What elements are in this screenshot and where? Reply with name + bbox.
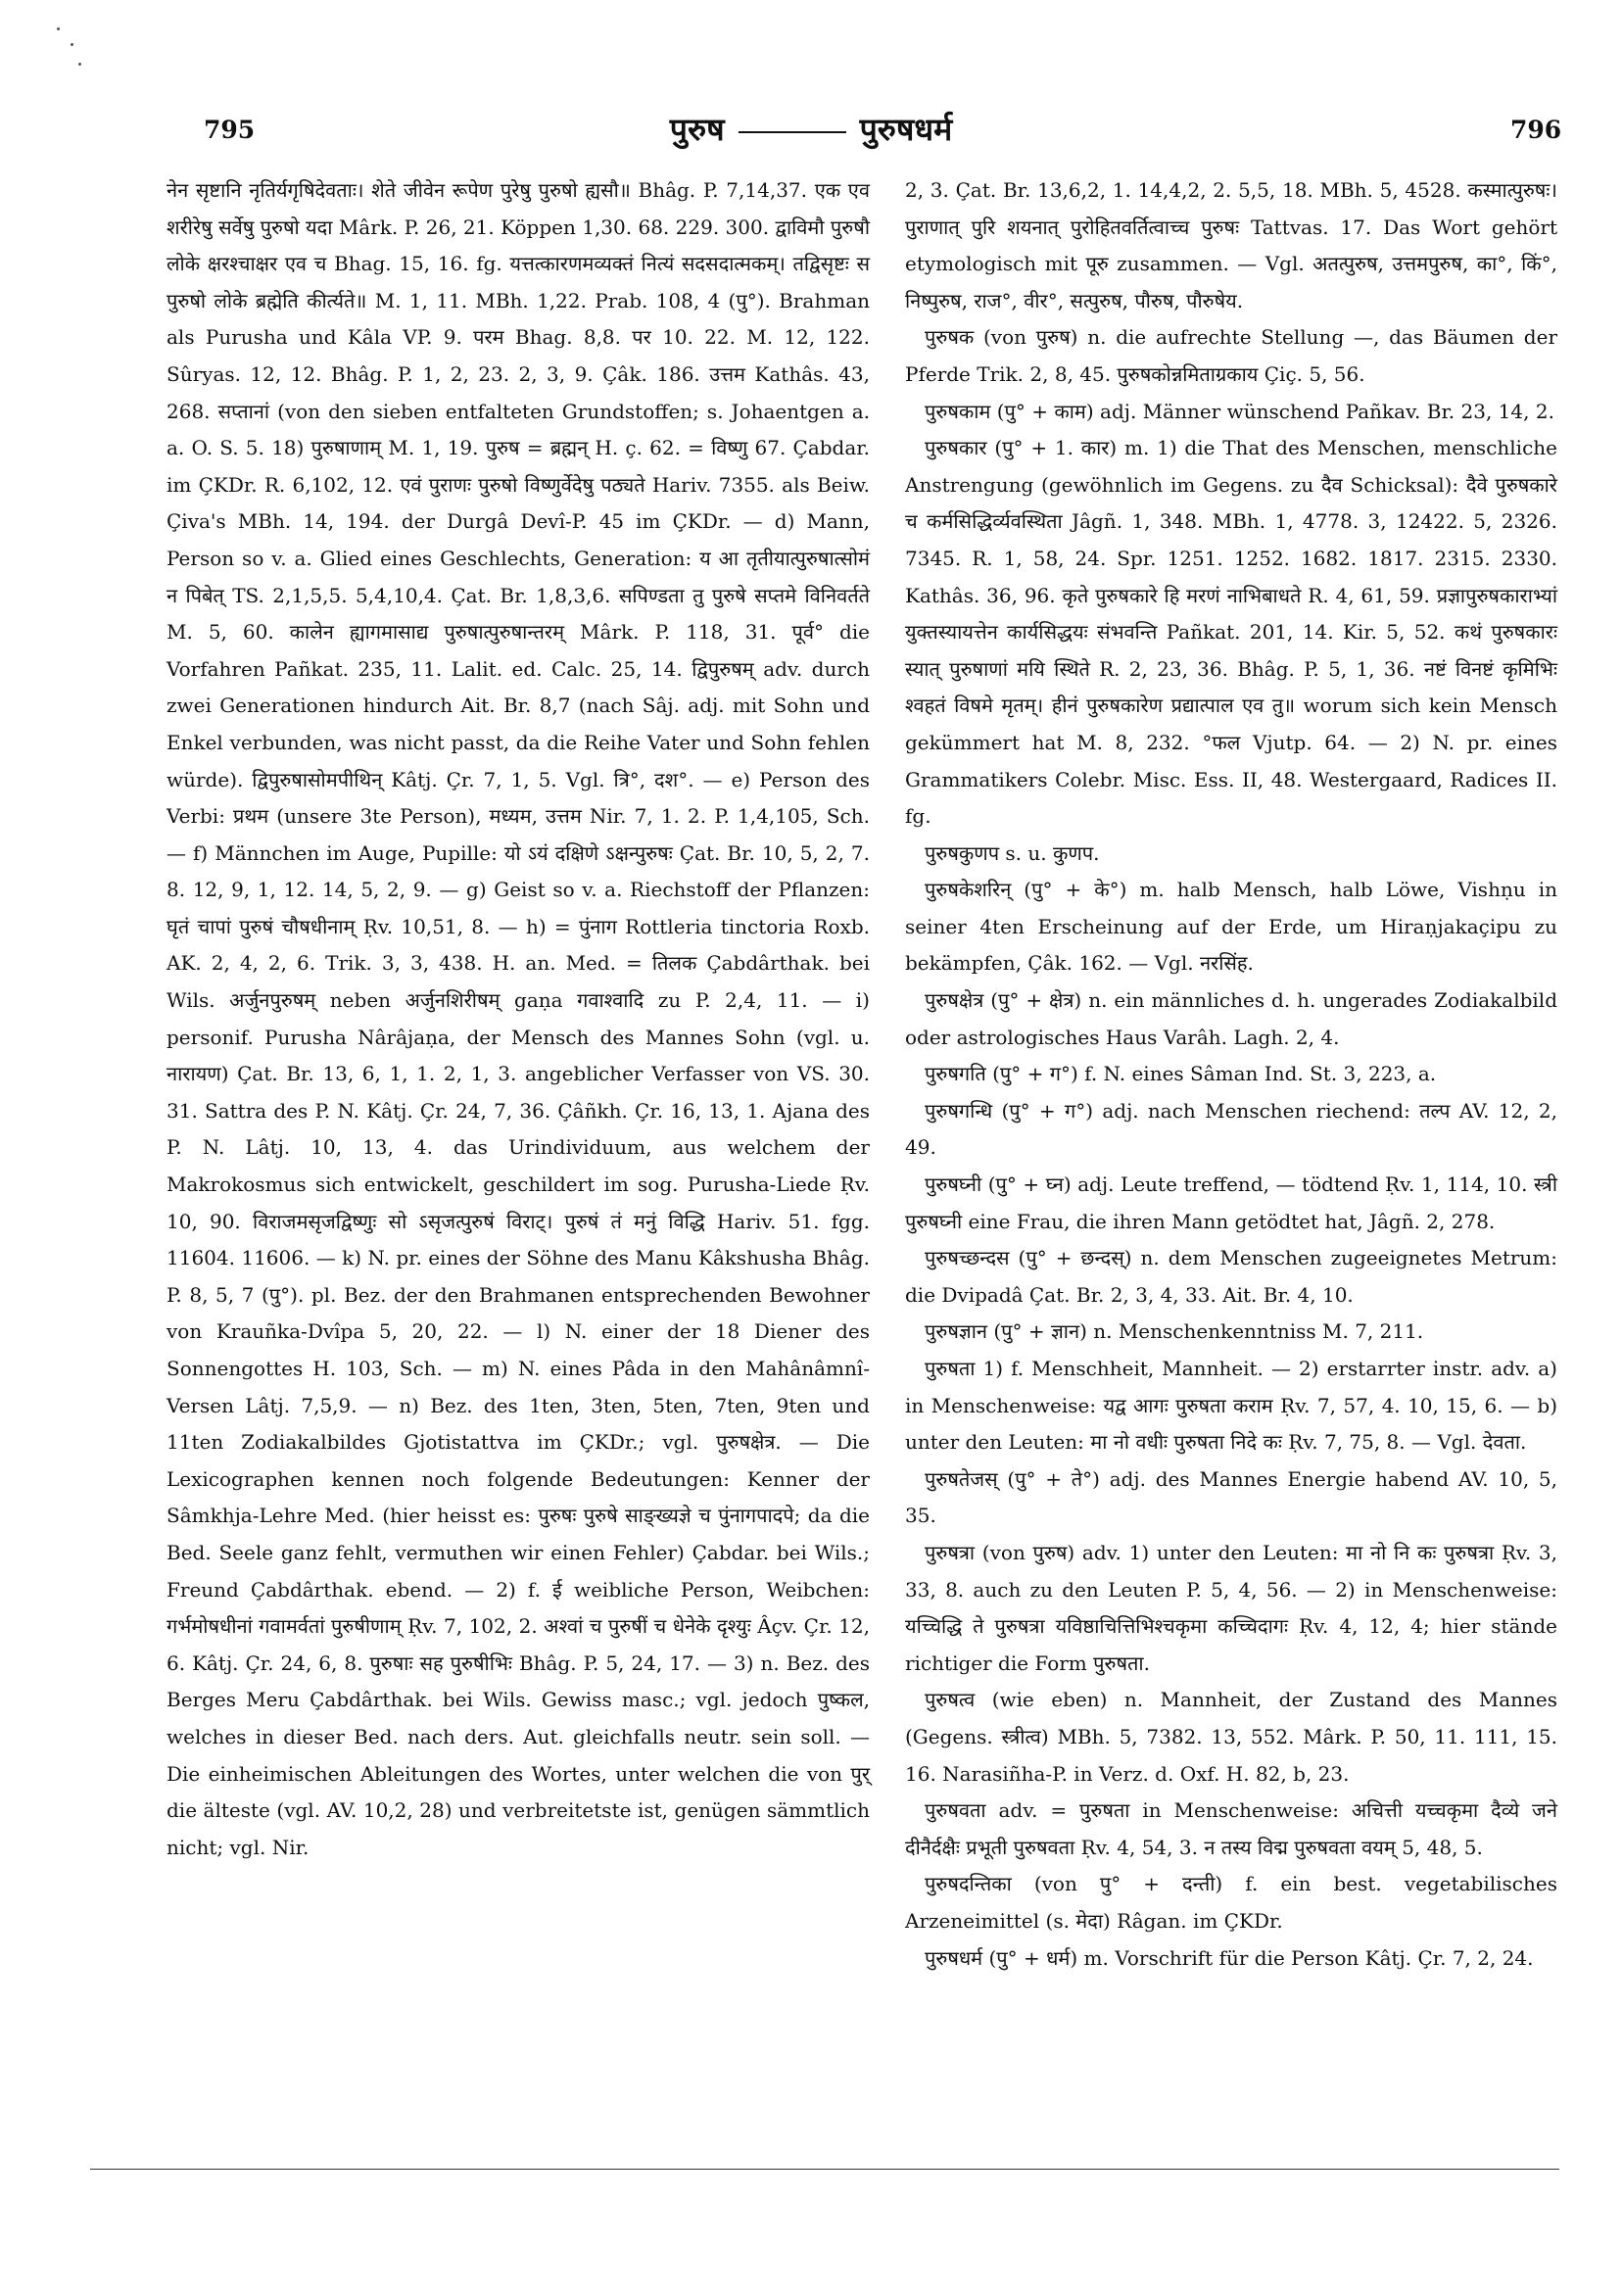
left-column [167,172,870,1866]
bottom-rule [90,2169,1559,2170]
entry-purushakara: पुरुषकार (पु° + 1. कार) m. 1) die That des Menschen, menschliche Anstrengung (gewöhnlich im Gegens. zu दैव Schicksal): दैवे पुरुषकारे च कर्मसिद्धिर्व्यवस्थिता Jâgñ. 1, 348. MBh. 1, 4778. 3, 12422. 5, 2326. 7345. R. 1, 58, 24. Spr. 1251. 1252. 1682. 1817. 2315. 2330. Kathâs. 36, 96. कृते पुरुषकारे हि मरणं नाभिबाधते R. 4, 61, 59. प्रज्ञापुरुषकाराभ्यां युक्तस्यायत्तेन कार्यसिद्धयः संभवन्ति Pañkat. 201, 14. Kir. 5, 52. कथं पुरुषकारः स्यात् पुरुषाणां मयि स्थिते R. 2, 23, 36. Bhâg. P. 5, 1, 36. नष्टं विनष्टं कृमिभिः श्वहतं विषमे मृतम्। हीनं पुरुषकारेण प्रद्यात्पाल एव तु॥ worum sich kein Mensch gekümmert hat M. 8, 232. °फल Vjutp. 64. — 2) N. pr. eines Grammatikers Colebr. Misc. Ess. II, 48. Westergaard, Radices II. fg. [905,436,1557,829]
entry-purushaka: पुरुषक (von पुरुष) n. die aufrechte Stellung —, das Bäumen der Pferde Trik. 2, 8, 45. पुरुषकोन्नमिताग्रकाय Çiç. 5, 56. [905,325,1557,386]
running-head-dash [739,131,846,133]
running-head [0,108,1622,150]
entry-purushaghni: पुरुषघ्नी (पु° + घ्न) adj. Leute treffend, — tödtend Ṛv. 1, 114, 10. स्त्री पुरुषघ्नी eine Frau, die ihren Mann getödtet hat, Jâgñ. 2, 278. [905,1172,1557,1233]
entry-purushakshetra: पुरुषक्षेत्र (पु° + क्षेत्र) n. ein männliches d. h. ungerades Zodiakalbild oder astrologisches Haus Varâh. Lagh. 2, 4. [905,988,1557,1049]
entry-purushakesharin: पुरुषकेशरिन् (पु° + के°) m. halb Mensch, halb Löwe, Vishṇu in seiner 4ten Erscheinung auf der Erde, um Hiraṇjakaçipu zu bekämpfen, Çâk. 162. — Vgl. नरसिंह. [905,878,1557,976]
running-head-first-word: पुरुष [669,111,725,148]
entry-purushagati: पुरुषगति (पु° + ग°) f. N. eines Sâman Ind. St. 3, 223, a. [925,1062,1437,1086]
running-head-last-word: पुरुषधर्म [859,111,953,148]
entry-purushata: पुरुषता 1) f. Menschheit, Mannheit. — 2) erstarrter instr. adv. a) in Menschenweise: यद्व आगः पुरुषता कराम Ṛv. 7, 57, 4. 10, 15, 6. — b) unter den Leuten: मा नो वधीः पुरुषता निदे कः Ṛv. 7, 75, 8. — Vgl. देवता. [905,1357,1557,1455]
entry-purushajnana: पुरुषज्ञान (पु° + ज्ञान) n. Menschenkenntniss M. 7, 211. [925,1319,1424,1344]
entry-purushakama: पुरुषकाम (पु° + काम) adj. Männer wünschend Pañkav. Br. 23, 14, 2. [925,399,1554,423]
entry-purushagandhi: पुरुषगन्धि (पु° + ग°) adj. nach Menschen riechend: तल्प AV. 12, 2, 49. [905,1098,1557,1160]
left-column-text: नेन सृष्टानि नृतिर्यगृषिदेवताः। शेते जीवेन रूपेण पुरेषु पुरुषो ह्यसौ॥ Bhâg. P. 7,14,37. एक एव शरीरेषु सर्वेषु पुरुषो यदा Mârk. P. 26, 21. Köppen 1,30. 68. 229. 300. द्वाविमौ पुरुषौ लोके क्षरश्चाक्षर एव च Bhag. 15, 16. fg. यत्तत्कारणमव्यक्तं नित्यं सदसदात्मकम्। तद्विसृष्टः स पुरुषो लोके ब्रह्मेति कीर्त्यते॥ M. 1, 11. MBh. 1,22. Prab. 108, 4 (पु°). Brahman als Purusha und Kâla VP. 9. परम Bhag. 8,8. पर 10. 22. M. 12, 122. Sûryas. 12, 12. Bhâg. P. 1, 2, 23. 2, 3, 9. Çâk. 186. उत्तम Kathâs. 43, 268. सप्तानां (von den sieben entfalteten Grundstoffen; s. Johaentgen a. a. O. S. 5. 18) पुरुषाणाम् M. 1, 19. पुरुष = ब्रह्मन् H. ç. 62. = विष्णु 67. Çabdar. im ÇKDr. R. 6,102, 12. एवं पुराणः पुरुषो विष्णुर्वेदेषु पठ्यते Hariv. 7355. als Beiw. Çiva's MBh. 14, 194. der Durgâ Devî-P. 45 im ÇKDr. — d) Mann, Person so v. a. Glied eines Geschlechts, Generation: य आ तृतीयात्पुरुषात्सोमं न पिबेत् TS. 2,1,5,5. 5,4,10,4. Çat. Br. 1,8,3,6. सपिण्डता तु पुरुषे सप्तमे विनिवर्तते M. 5, 60. कालेन ह्यागमासाद्य पुरुषात्पुरुषान्तरम् Mârk. P. 118, 31. पूर्व° die Vorfahren Pañkat. 235, 11. Lalit. ed. Calc. 25, 14. द्विपुरुषम् adv. durch zwei Generationen hindurch Ait. Br. 8,7 (nach Sâj. adj. mit Sohn und Enkel verbunden, was nicht passt, da die Reihe Vater und Sohn fehlen würde). द्विपुरुषासोमपीथिन् Kâtj. Çr. 7, 1, 5. Vgl. त्रि°, दश°. — e) Person des Verbi: प्रथम (unsere 3te Person), मध्यम, उत्तम Nir. 7, 1. 2. P. 1,4,105, Sch. — f) Männchen im Auge, Pupille: यो ऽयं दक्षिणे ऽक्षन्पुरुषः Çat. Br. 10, 5, 2, 7. 8. 12, 9, 1, 12. 14, 5, 2, 9. — g) Geist so v. a. Riechstoff der Pflanzen: घृतं चापां पुरुषं चौषधीनाम् Ṛv. 10,51, 8. — h) = पुंनाग Rottleria tinctoria Roxb. AK. 2, 4, 2, 6. Trik. 3, 3, 438. H. an. Med. = तिलक Çabdârthak. bei Wils. अर्जुनपुरुषम् neben अर्जुनशिरीषम् gaṇa गवाश्वादि zu P. 2,4, 11. — i) personif. Purusha Nârâjaṇa, der Mensch des Mannes Sohn (vgl. u. नारायण) Çat. Br. 13, 6, 1, 1. 2, 1, 3. angeblicher Verfasser von VS. 30. 31. Sattra des P. N. Kâtj. Çr. 24, 7, 36. Çâñkh. Çr. 16, 13, 1. Ajana des P. N. Lâtj. 10, 13, 4. das Urindividuum, aus welchem der Makrokosmus sich entwickelt, geschildert im sog. Purusha-Liede Ṛv. 10, 90. विराजमसृजद्विष्णुः सो ऽसृजत्पुरुषं विराट्। पुरुषं तं मनुं विद्धि Hariv. 51. fgg. 11604. 11606. — k) N. pr. eines der Söhne des Manu Kâkshusha Bhâg. P. 8, 5, 7 (पु°). pl. Bez. der den Brahmanen entsprechenden Bewohner von Krauñka-Dvîpa 5, 20, 22. — l) N. einer der 18 Diener des Sonnengottes H. 103, Sch. — m) N. eines Pâda in den Mahânâmnî-Versen Lâtj. 7,5,9. — n) Bez. des 1ten, 3ten, 5ten, 7ten, 9ten und 11ten Zodiakalbildes Gjotistattva im ÇKDr.; vgl. पुरुषक्षेत्र. — Die Lexicographen kennen noch folgende Bedeutungen: Kenner der Sâmkhja-Lehre Med. (hier heisst es: पुरुषः पुरुषे साङ्ख्यज्ञे च पुंनागपादपे; da die Bed. Seele ganz fehlt, vermuthen wir einen Fehler) Çabdar. bei Wils.; Freund Çabdârthak. ebend. — 2) f. ई weibliche Person, Weibchen: गर्भमोषधीनां गवामर्वतां पुरुषीणाम् Ṛv. 7, 102, 2. अश्वां च पुरुषीं च धेनेके दृश्युः Âçv. Çr. 12, 6. Kâtj. Çr. 24, 6, 8. पुरुषाः सह पुरुषीभिः Bhâg. P. 5, 24, 17. — 3) n. Bez. des Berges Meru Çabdârthak. bei Wils. Gewiss masc.; vgl. jedoch पुष्कल, welches in dieser Bed. nach ders. Aut. gleichfalls neutr. sein soll. — Die einheimischen Ableitungen des Wortes, unter welchen die von पुर् die älteste (vgl. AV. 10,2, 28) und verbreitetste ist, genügen sämmtlich nicht; vgl. Nir. [167,178,870,1859]
page-number-right: 796 [1510,116,1562,144]
right-column [905,172,1557,1977]
entry-purushadantika: पुरुषदन्तिका (von पु° + दन्ती) f. ein best. vegetabilisches Arzeneimittel (s. मेदा) Râgan. im ÇKDr. [905,1872,1557,1933]
scan-speck [71,43,73,46]
entry-purushavata: पुरुषवता adv. = पुरुषता in Menschenweise: अचित्ती यच्चकृमा दैव्ये जने दीनैर्दक्षैः प्रभूती पुरुषवता Ṛv. 4, 54, 3. न तस्य विद्म पुरुषवता वयम् 5, 48, 5. [905,1798,1557,1859]
entry-purushatva: पुरुषत्व (wie eben) n. Mannheit, der Zustand des Mannes (Gegens. स्त्रीत्व) MBh. 5, 7382. 13, 552. Mârk. P. 50, 11. 111, 15. 16. Narasiñha-P. in Verz. d. Oxf. H. 82, b, 23. [905,1688,1557,1786]
scan-speck [78,63,81,66]
scan-speck [57,27,60,30]
entry-purushatra: पुरुषत्रा (von पुरुष) adv. 1) unter den Leuten: मा नो नि कः पुरुषत्रा Ṛv. 3, 33, 8. auch zu den Leuten P. 5, 4, 56. — 2) in Menschenweise: यच्चिद्धि ते पुरुषत्रा यविष्ठाचित्तिभिश्चकृमा कच्चिदागः Ṛv. 4, 12, 4; hier stände richtiger die Form पुरुषता. [905,1540,1557,1675]
entry-continuation: 2, 3. Çat. Br. 13,6,2, 1. 14,4,2, 2. 5,5, 18. MBh. 5, 4528. कस्मात्पुरुषः। पुराणात् पुरि शयनात् पुरोहितवर्तित्वाच्च पुरुषः Tattvas. 17. Das Wort gehört etymologisch mit पूरु zusammen. — Vgl. अतत्पुरुष, उत्तमपुरुष, का°, किं°, निष्पुरुष, राज°, वीर°, सत्पुरुष, पौरुष, पौरुषेय. [905,178,1557,312]
entry-purushatejas: पुरुषतेजस् (पु° + ते°) adj. des Mannes Energie habend AV. 10, 5, 35. [905,1466,1557,1528]
entry-purushadharma: पुरुषधर्म (पु° + धर्म) m. Vorschrift für die Person Kâtj. Çr. 7, 2, 24. [925,1945,1534,1970]
entry-purushachhandas: पुरुषच्छन्दस (पु° + छन्दस्) n. dem Menschen zugeeignetes Metrum: die Dvipadâ Çat. Br. 2, 3, 4, 33. Ait. Br. 4, 10. [905,1246,1557,1307]
entry-purushakunapa: पुरुषकुणप s. u. कुणप. [925,840,1100,865]
page-number-left: 795 [204,116,256,144]
